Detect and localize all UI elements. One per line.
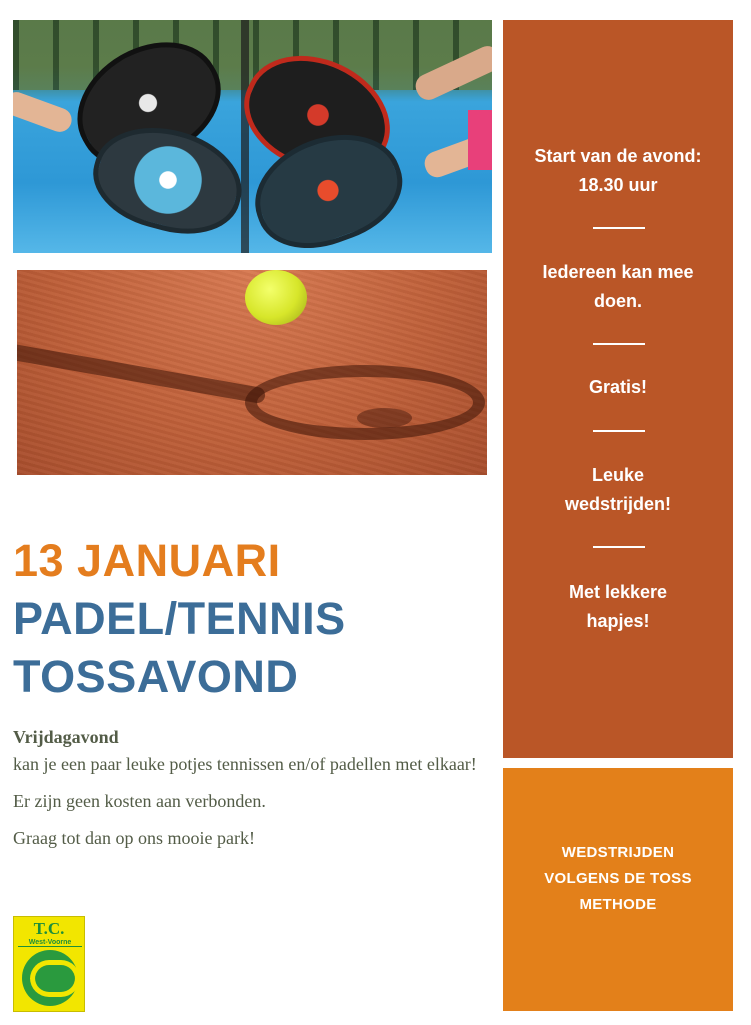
toss-method-text: WEDSTRIJDEN VOLGENS DE TOSS METHODE (544, 844, 692, 913)
logo-club-name: West-Voorne (18, 939, 82, 947)
racket-shadow-handle (17, 342, 266, 405)
toss-method-box (503, 768, 733, 1011)
event-title-line2: TOSSAVOND (13, 651, 299, 702)
sidebar-item-start-time: Start van de avond: 18.30 uur (534, 146, 702, 195)
info-sidebar (503, 20, 733, 758)
sidebar-divider (593, 430, 645, 432)
description-line: Graag tot dan op ons mooie park! (13, 828, 255, 848)
sidebar-item-free: Gratis! (588, 377, 648, 397)
sidebar-item-snacks: Met lekkere hapjes! (568, 582, 668, 631)
sidebar-item-matches: Leuke wedstrijden! (564, 465, 671, 514)
clay-court-photo (17, 270, 487, 475)
event-title-line1: PADEL/TENNIS (13, 593, 346, 644)
court-net (241, 20, 249, 253)
player-sleeve (468, 110, 492, 170)
description-line: kan je een paar leuke potjes tennissen en/of padellen met elkaar! (13, 754, 477, 774)
racket-shadow-head (245, 365, 485, 440)
description-lead: Vrijdagavond (13, 727, 119, 747)
ball-shadow (357, 408, 412, 428)
sidebar-divider (593, 343, 645, 345)
club-logo (13, 916, 85, 1012)
description-line: Er zijn geen kosten aan verbonden. (13, 791, 266, 811)
sidebar-divider (593, 546, 645, 548)
tennis-ball (245, 270, 307, 325)
logo-tc-text: T.C. (33, 919, 65, 938)
player-arm (13, 89, 75, 135)
event-date: 13 JANUARI (13, 535, 281, 586)
tennis-ball-icon (22, 950, 78, 1006)
sidebar-item-everyone: Iedereen kan mee doen. (542, 262, 694, 311)
sidebar-divider (593, 227, 645, 229)
event-description (13, 724, 498, 852)
padel-rackets-photo (13, 20, 492, 253)
